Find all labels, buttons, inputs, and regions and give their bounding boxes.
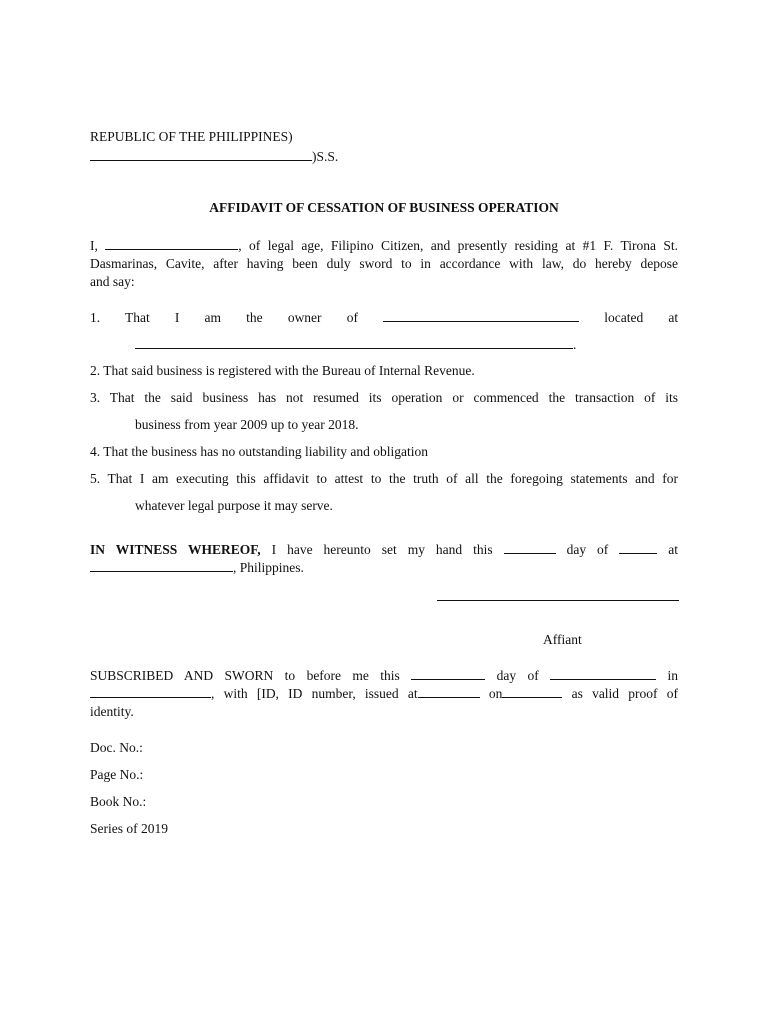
series-year: Series of 2019 <box>90 821 168 836</box>
item-3-line-1: 3. That the said business has not resumed its operation or commenced the transaction of its <box>90 390 678 405</box>
document-title: AFFIDAVIT OF CESSATION OF BUSINESS OPERATION <box>209 200 559 215</box>
name-blank <box>105 237 238 250</box>
ss-line <box>90 148 338 165</box>
subscribed-text-1: SUBSCRIBED AND SWORN to before me this <box>90 668 412 683</box>
book-no: Book No.: <box>90 794 147 809</box>
item-1-line-2 <box>135 336 576 353</box>
sworn-place-blank <box>90 685 211 698</box>
business-name-blank <box>383 309 579 322</box>
item1-end: . <box>573 337 577 352</box>
page-no: Page No.: <box>90 767 144 782</box>
witness-line-2-end: , Philippines. <box>233 560 304 575</box>
subscribed-line-2c: as valid proof of <box>562 686 678 701</box>
item1-word: the <box>246 310 263 325</box>
subscribed-text-2: day of <box>485 668 551 683</box>
intro-line-3: and say: <box>90 274 135 289</box>
issued-on-blank <box>502 685 562 698</box>
item-1-line-1 <box>90 309 678 326</box>
intro-i: I, <box>90 238 106 253</box>
item1-word: 1. That <box>90 310 150 325</box>
item1-word: located <box>604 310 644 325</box>
subscribed-line-2b: on <box>479 686 503 701</box>
item-2: 2. That said business is registered with the Bureau of Internal Revenue. <box>90 363 475 378</box>
affiant-label: Affiant <box>543 632 582 647</box>
item1-word: am <box>204 310 222 325</box>
subscribed-text-3: in <box>656 668 678 683</box>
item1-word: I <box>174 310 180 325</box>
witness-lead: IN WITNESS WHEREOF, <box>90 542 261 557</box>
republic-header: REPUBLIC OF THE PHILIPPINES) <box>90 129 293 144</box>
subscribed-line-2 <box>90 685 678 702</box>
intro-rest-1: , of legal age, Filipino Citizen, and presently residing at #1 F. Tirona St. <box>238 238 678 253</box>
month-blank <box>619 541 657 554</box>
witness-text-3: at <box>657 542 678 557</box>
sworn-month-blank <box>550 667 656 680</box>
intro-line-2: Dasmarinas, Cavite, after having been duly sword to in accordance with law, do hereby depose <box>90 256 678 271</box>
item1-word: at <box>668 310 679 325</box>
subscribed-line-3: identity. <box>90 704 134 719</box>
subscribed-line-2a: , with [ID, ID number, issued at <box>211 686 418 701</box>
item-5-line-2: whatever legal purpose it may serve. <box>135 498 333 513</box>
intro-line-1 <box>90 237 678 254</box>
item-4: 4. That the business has no outstanding liability and obligation <box>90 444 428 459</box>
item1-word: of <box>346 310 358 325</box>
affiant-signature-line <box>437 600 679 601</box>
item1-word: owner <box>287 310 322 325</box>
issued-at-blank <box>418 685 480 698</box>
witness-text-1: I have hereunto set my hand this <box>260 542 504 557</box>
ss-label: )S.S. <box>312 149 339 164</box>
location-blank <box>135 336 573 349</box>
venue-blank <box>90 148 312 161</box>
day-blank <box>504 541 556 554</box>
item-3-line-2: business from year 2009 up to year 2018. <box>135 417 359 432</box>
item-5-line-1: 5. That I am executing this affidavit to attest to the truth of all the foregoing statements and for <box>90 471 678 486</box>
sworn-day-blank <box>411 667 485 680</box>
witness-text-2: day of <box>555 542 620 557</box>
witness-line-1 <box>90 541 678 558</box>
place-blank <box>90 559 233 572</box>
witness-line-2 <box>90 559 304 576</box>
subscribed-line-1 <box>90 667 678 684</box>
doc-no: Doc. No.: <box>90 740 143 755</box>
